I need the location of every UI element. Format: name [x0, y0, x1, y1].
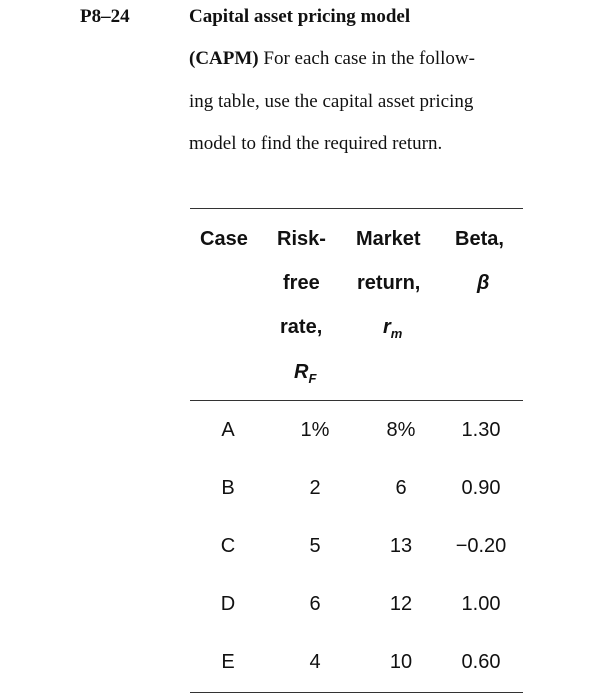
table-top-rule	[190, 208, 523, 209]
header-risk-free-symbol	[294, 360, 316, 386]
header-market-line-1: Market	[356, 228, 421, 250]
header-market-symbol	[383, 315, 402, 341]
row-b-beta: 0.90	[461, 477, 501, 499]
table-bottom-rule	[190, 692, 523, 693]
problem-number: P8–24	[80, 6, 130, 27]
row-a-market: 8%	[386, 419, 416, 441]
row-b-risk-free: 2	[309, 477, 321, 499]
header-market-line-2: return,	[357, 272, 421, 294]
header-case: Case	[200, 228, 248, 250]
row-c-market: 13	[389, 535, 413, 557]
problem-text-segment: For each case in the follow-	[258, 48, 475, 69]
beta-symbol: β	[477, 272, 490, 294]
row-d-case: D	[220, 593, 236, 615]
market-subscript: m	[390, 326, 403, 341]
problem-title: Capital asset pricing model	[189, 6, 411, 27]
row-e-case: E	[221, 651, 235, 673]
header-bottom-rule	[190, 400, 523, 401]
row-e-market: 10	[389, 651, 413, 673]
header-risk-free-line-1: Risk-	[277, 228, 326, 250]
row-c-beta: −0.20	[455, 535, 507, 557]
row-d-market: 12	[389, 593, 413, 615]
row-d-beta: 1.00	[461, 593, 501, 615]
problem-text-line-2	[189, 91, 529, 113]
row-d-risk-free: 6	[309, 593, 321, 615]
problem-text-line-1	[189, 48, 529, 70]
risk-free-subscript: F	[308, 371, 317, 386]
problem-title-abbrev: (CAPM)	[189, 48, 259, 69]
market-symbol: r	[383, 316, 391, 338]
row-c-risk-free: 5	[309, 535, 321, 557]
header-risk-free-line-2: free	[283, 272, 320, 294]
header-beta-symbol	[477, 271, 489, 295]
problem-text-line-3	[189, 133, 529, 155]
row-c-case: C	[220, 535, 236, 557]
row-e-risk-free: 4	[309, 651, 321, 673]
row-a-beta: 1.30	[461, 419, 501, 441]
row-a-case: A	[221, 419, 235, 441]
problem-text-segment: model to find the required return.	[189, 133, 443, 154]
row-a-risk-free: 1%	[300, 419, 330, 441]
header-beta: Beta,	[455, 228, 504, 250]
risk-free-symbol: R	[294, 361, 309, 383]
row-e-beta: 0.60	[461, 651, 501, 673]
header-risk-free-line-3: rate,	[280, 316, 323, 338]
row-b-case: B	[221, 477, 235, 499]
problem-text-segment: ing table, use the capital asset pricing	[189, 91, 474, 112]
row-b-market: 6	[395, 477, 407, 499]
